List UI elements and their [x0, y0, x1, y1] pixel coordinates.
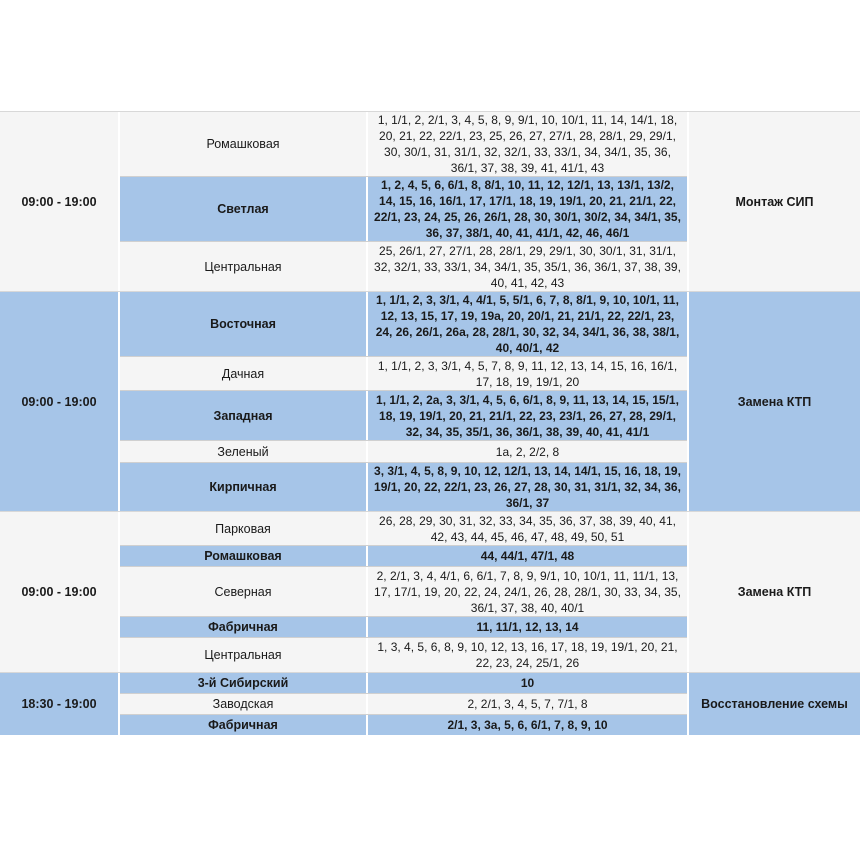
street-name: Зеленый	[120, 441, 368, 462]
house-numbers: 11, 11/1, 12, 13, 14	[476, 620, 579, 634]
house-numbers: 3, 3/1, 4, 5, 8, 9, 10, 12, 12/1, 13, 14, 14/1, 15, 16, 18, 19, 19/1, 20, 22, 22/1, 23, 26, 27, 28, 30, 31, 31/1, 32, 34, 36, 36/1, 37	[374, 464, 681, 510]
table-row	[120, 441, 687, 463]
table-row	[120, 292, 687, 357]
street-rows	[120, 292, 687, 511]
house-numbers: 25, 26/1, 27, 27/1, 28, 28/1, 29, 29/1, 30, 30/1, 31, 31/1, 32, 32/1, 33, 33/1, 34, 34/1, 35, 35/1, 36, 36/1, 37, 38, 39, 40, 41, 42, 43	[374, 243, 681, 290]
street-name: Заводская	[120, 694, 368, 714]
table-row	[120, 673, 687, 694]
street-name: Парковая	[120, 512, 368, 545]
house-numbers: 10	[520, 676, 535, 690]
table-row	[120, 357, 687, 391]
schedule-group	[0, 511, 860, 672]
table-row	[120, 715, 687, 735]
street-name: Фабричная	[120, 715, 368, 735]
outage-schedule-table	[0, 111, 860, 735]
house-numbers: 1, 3, 4, 5, 6, 8, 9, 10, 12, 13, 16, 17, 18, 19, 19/1, 20, 21, 22, 23, 24, 25/1, 26	[377, 640, 678, 670]
table-row	[120, 391, 687, 441]
house-numbers: 26, 28, 29, 30, 31, 32, 33, 34, 35, 36, 37, 38, 39, 40, 41, 42, 43, 44, 45, 46, 47, 48, 49, 50, 51	[379, 513, 676, 544]
street-name: Центральная	[120, 242, 368, 291]
time-cell: 09:00 - 19:00	[0, 292, 120, 511]
schedule-group	[0, 672, 860, 735]
table-row	[120, 694, 687, 715]
street-rows	[120, 673, 687, 735]
house-numbers: 1, 1/1, 2, 2/1, 3, 4, 5, 8, 9, 9/1, 10, 10/1, 11, 14, 14/1, 18, 20, 21, 22, 22/1, 23, 25, 26, 27, 27/1, 28, 28/1, 29, 29/1, 30, 30/1, 31, 31/1, 32, 32/1, 33, 33/1, 34, 34/1, 35, 36, 36/1, 37, 38, 39, 41, 41/1, 43	[377, 113, 678, 175]
street-name: Ромашковая	[120, 546, 368, 566]
street-name: Дачная	[120, 357, 368, 390]
street-name: 3-й Сибирский	[120, 673, 368, 693]
street-rows	[120, 512, 687, 672]
street-rows	[120, 112, 687, 291]
street-name: Светлая	[120, 177, 368, 241]
street-name: Западная	[120, 391, 368, 440]
house-numbers: 1а, 2, 2/2, 8	[495, 444, 560, 459]
house-numbers: 1, 2, 4, 5, 6, 6/1, 8, 8/1, 10, 11, 12, 12/1, 13, 13/1, 13/2, 14, 15, 16, 16/1, 17, 17/1, 18, 19, 19/1, 20, 21, 21/1, 22, 22/1, 23, 24, 25, 26, 26/1, 28, 30, 30/1, 30/2, 34, 34/1, 35, 36, 37, 38/1, 40, 41, 41/1, 42, 46, 46/1	[374, 178, 681, 240]
work-type-cell: Замена КТП	[687, 292, 860, 511]
house-numbers: 2, 2/1, 3, 4, 5, 7, 7/1, 8	[467, 697, 588, 711]
house-numbers: 1, 1/1, 2, 3, 3/1, 4, 4/1, 5, 5/1, 6, 7, 8, 8/1, 9, 10, 10/1, 11, 12, 13, 15, 17, 19, 19а, 20, 20/1, 21, 21/1, 22, 22/1, 23, 24, 26, 26/1, 26а, 28, 28/1, 30, 32, 34, 34/1, 36, 38, 38/1, 40, 40/1, 42	[375, 293, 680, 355]
table-row	[120, 463, 687, 511]
table-row	[120, 546, 687, 567]
street-name: Фабричная	[120, 617, 368, 637]
time-cell: 18:30 - 19:00	[0, 673, 120, 735]
table-row	[120, 177, 687, 242]
street-name: Центральная	[120, 638, 368, 672]
table-row	[120, 567, 687, 617]
table-row	[120, 512, 687, 546]
table-row	[120, 242, 687, 291]
house-numbers: 2/1, 3, 3а, 5, 6, 6/1, 7, 8, 9, 10	[447, 718, 608, 732]
street-name: Северная	[120, 567, 368, 616]
street-name: Кирпичная	[120, 463, 368, 511]
time-cell: 09:00 - 19:00	[0, 112, 120, 291]
schedule-group	[0, 291, 860, 511]
work-type-cell: Монтаж СИП	[687, 112, 860, 291]
house-numbers: 2, 2/1, 3, 4, 4/1, 6, 6/1, 7, 8, 9, 9/1, 10, 10/1, 11, 11/1, 13, 17, 17/1, 19, 20, 22, 24, 24/1, 26, 28, 28/1, 30, 33, 34, 35, 36/1, 37, 38, 40, 40/1	[374, 568, 681, 615]
table-row	[120, 112, 687, 177]
street-name: Ромашковая	[120, 112, 368, 176]
table-row	[120, 638, 687, 672]
house-numbers: 44, 44/1, 47/1, 48	[480, 549, 575, 563]
time-cell: 09:00 - 19:00	[0, 512, 120, 672]
work-type-cell: Восстановление схемы	[687, 673, 860, 735]
table-row	[120, 617, 687, 638]
schedule-group	[0, 111, 860, 291]
house-numbers: 1, 1/1, 2, 3, 3/1, 4, 5, 7, 8, 9, 11, 12, 13, 14, 15, 16, 16/1, 17, 18, 19, 19/1, 20	[377, 358, 678, 389]
house-numbers: 1, 1/1, 2, 2а, 3, 3/1, 4, 5, 6, 6/1, 8, 9, 11, 13, 14, 15, 15/1, 18, 19, 19/1, 20, 21, 21/1, 22, 23, 23/1, 26, 27, 28, 29/1, 32, 34, 35, 35/1, 36, 36/1, 38, 39, 40, 41, 41/1	[376, 392, 679, 439]
street-name: Восточная	[120, 292, 368, 356]
work-type-cell: Замена КТП	[687, 512, 860, 672]
